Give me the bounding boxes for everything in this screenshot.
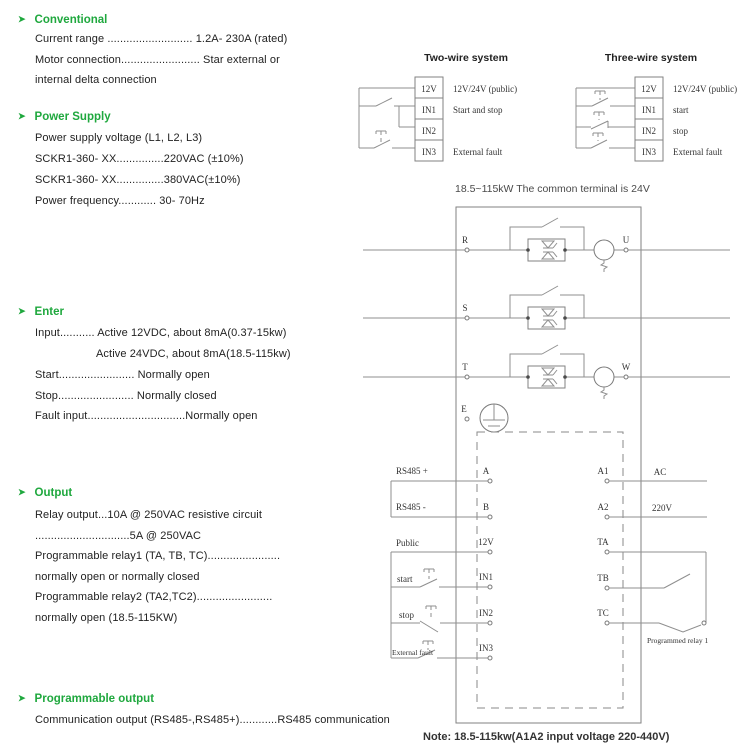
spec-line: Motor connection......................... Star external or xyxy=(35,54,280,66)
spec-line: SCKR1-360- XX...............380VAC(±10%) xyxy=(35,174,241,186)
thyristor-icon xyxy=(542,320,557,327)
arrow-bullet-icon: ➤ xyxy=(18,487,26,497)
two-wire-wires xyxy=(359,88,415,148)
spec-line: normally open (18.5-115KW) xyxy=(35,612,178,624)
terminal-label: TA xyxy=(597,537,609,547)
spec-line: Power supply voltage (L1, L2, L3) xyxy=(35,132,203,144)
spec-line: Stop........................ Normally closed xyxy=(35,390,217,402)
arrow-bullet-icon: ➤ xyxy=(18,14,26,24)
relay-wires xyxy=(609,552,706,623)
arrow-bullet-icon: ➤ xyxy=(18,693,26,703)
scr-module-S xyxy=(510,286,584,329)
bypass-switch-icon xyxy=(542,286,558,295)
side-label: start xyxy=(673,105,689,115)
current-transformer-icon xyxy=(594,240,614,260)
stop-switch-icon xyxy=(420,621,438,632)
terminal-label: IN2 xyxy=(479,608,493,618)
terminal-label: IN3 xyxy=(479,643,493,653)
ctrl-label: Public xyxy=(396,538,420,548)
spec-line: Relay output...10A @ 250VAC resistive circuit xyxy=(35,509,263,521)
terminal-label: A2 xyxy=(597,502,609,512)
terminal-label: A1 xyxy=(597,466,609,476)
arrow-bullet-icon: ➤ xyxy=(18,306,26,316)
spec-line: internal delta connection xyxy=(35,74,157,86)
terminal-label: IN1 xyxy=(422,105,436,115)
relay-label: Programmed relay 1 xyxy=(647,636,709,645)
side-label: External fault xyxy=(673,147,723,157)
side-label: 12V/24V (public) xyxy=(453,84,518,94)
section-heading: ➤ Conventional xyxy=(18,14,108,26)
supply-label-voltage: 220V xyxy=(652,503,672,513)
spec-line: Power frequency............ 30- 70Hz xyxy=(35,195,205,207)
common-terminal-caption: 18.5~115kW The common terminal is 24V xyxy=(455,183,650,195)
current-transformer-icon xyxy=(594,367,614,387)
side-label: External fault xyxy=(453,147,503,157)
supply-label-ac: AC xyxy=(653,467,667,477)
thyristor-icon xyxy=(542,252,557,259)
ctrl-label: stop xyxy=(399,610,415,620)
scr-module-R xyxy=(510,218,614,272)
spec-line: SCKR1-360- XX...............220VAC (±10%) xyxy=(35,153,244,165)
side-label: stop xyxy=(673,126,689,136)
terminal-label: IN1 xyxy=(642,105,656,115)
three-wire-fault-switch-icon xyxy=(591,140,607,148)
bypass-switch-icon xyxy=(542,218,558,227)
phase-label-T: T xyxy=(462,362,468,372)
bypass-switch-icon xyxy=(542,345,558,354)
earth-terminal xyxy=(461,404,508,432)
control-left-terminals xyxy=(478,466,494,660)
spec-line: Input........... Active 12VDC, about 8mA(0.37-15kw) xyxy=(35,327,287,339)
three-wire-diagram xyxy=(576,52,737,161)
ctrl-label: start xyxy=(397,574,413,584)
scr-module-T xyxy=(510,345,614,399)
terminal-label: B xyxy=(482,502,490,512)
spec-line: Programmable relay2 (TA2,TC2)........................ xyxy=(35,591,273,603)
thyristor-icon xyxy=(542,379,557,386)
three-wire-stop-switch-icon xyxy=(591,121,608,129)
control-right-terminals xyxy=(597,466,708,645)
two-wire-title: Two-wire system xyxy=(424,52,508,64)
ctrl-label: RS485 - xyxy=(396,502,426,512)
thyristor-icon xyxy=(542,368,557,375)
two-wire-fault-switch-icon xyxy=(374,140,390,148)
bottom-note: Note: 18.5-115kw(A1A2 input voltage 220-440V) xyxy=(423,731,670,743)
spec-line: Fault input...............................Normally open xyxy=(35,410,258,422)
terminal-label: 12V xyxy=(478,537,494,547)
public-bus xyxy=(391,552,488,658)
spec-line: normally open or normally closed xyxy=(35,571,200,583)
terminal-label: IN3 xyxy=(642,147,656,157)
terminal-label: IN1 xyxy=(479,572,493,582)
three-wire-title: Three-wire system xyxy=(604,52,698,64)
relay-no-contact-icon xyxy=(664,574,690,588)
phase-label-R: R xyxy=(461,235,469,245)
spec-line: Programmable relay1 (TA, TB, TC)....................... xyxy=(35,550,281,562)
side-label: 12V/24V (public) xyxy=(673,84,738,94)
two-wire-diagram xyxy=(359,52,517,161)
section-heading: ➤ Enter xyxy=(18,306,64,318)
output-label-W: W xyxy=(621,362,631,372)
terminal-label: IN3 xyxy=(422,147,436,157)
terminal-label: 12V xyxy=(421,84,437,94)
spec-line: Communication output (RS485-,RS485+)............RS485 communication xyxy=(35,714,390,726)
spec-line: Start........................ Normally open xyxy=(35,369,210,381)
terminal-label: TC xyxy=(597,608,609,618)
two-wire-start-switch-icon xyxy=(376,98,392,106)
terminal-label: TB xyxy=(597,573,609,583)
section-heading: ➤ Programmable output xyxy=(18,693,155,705)
earth-label: E xyxy=(461,404,467,414)
arrow-bullet-icon: ➤ xyxy=(18,111,26,121)
terminal-label: IN2 xyxy=(642,126,656,136)
spec-line: ..............................5A @ 250VAC xyxy=(35,530,202,542)
thyristor-icon xyxy=(542,309,557,316)
start-switch-icon xyxy=(420,579,437,587)
phase-label-S: S xyxy=(462,303,468,313)
three-wire-wires xyxy=(576,88,635,148)
side-label: Start and stop xyxy=(453,105,503,115)
terminal-label: A xyxy=(482,466,490,476)
output-label-U: U xyxy=(622,235,630,245)
spec-line: Current range ........................... 1.2A- 230A (rated) xyxy=(35,33,288,45)
ctrl-label: External fault xyxy=(392,648,434,657)
main-circuit-diagram xyxy=(363,207,730,723)
section-heading: ➤ Power Supply xyxy=(18,111,111,123)
section-heading: ➤ Output xyxy=(18,487,73,499)
relay-nc-contact-icon xyxy=(659,623,701,632)
terminal-label: 12V xyxy=(641,84,657,94)
thyristor-icon xyxy=(542,241,557,248)
spec-line: Active 24VDC, about 8mA(18.5-115kw) xyxy=(96,348,291,360)
terminal-label: IN2 xyxy=(422,126,436,136)
ctrl-label: RS485 + xyxy=(396,466,428,476)
